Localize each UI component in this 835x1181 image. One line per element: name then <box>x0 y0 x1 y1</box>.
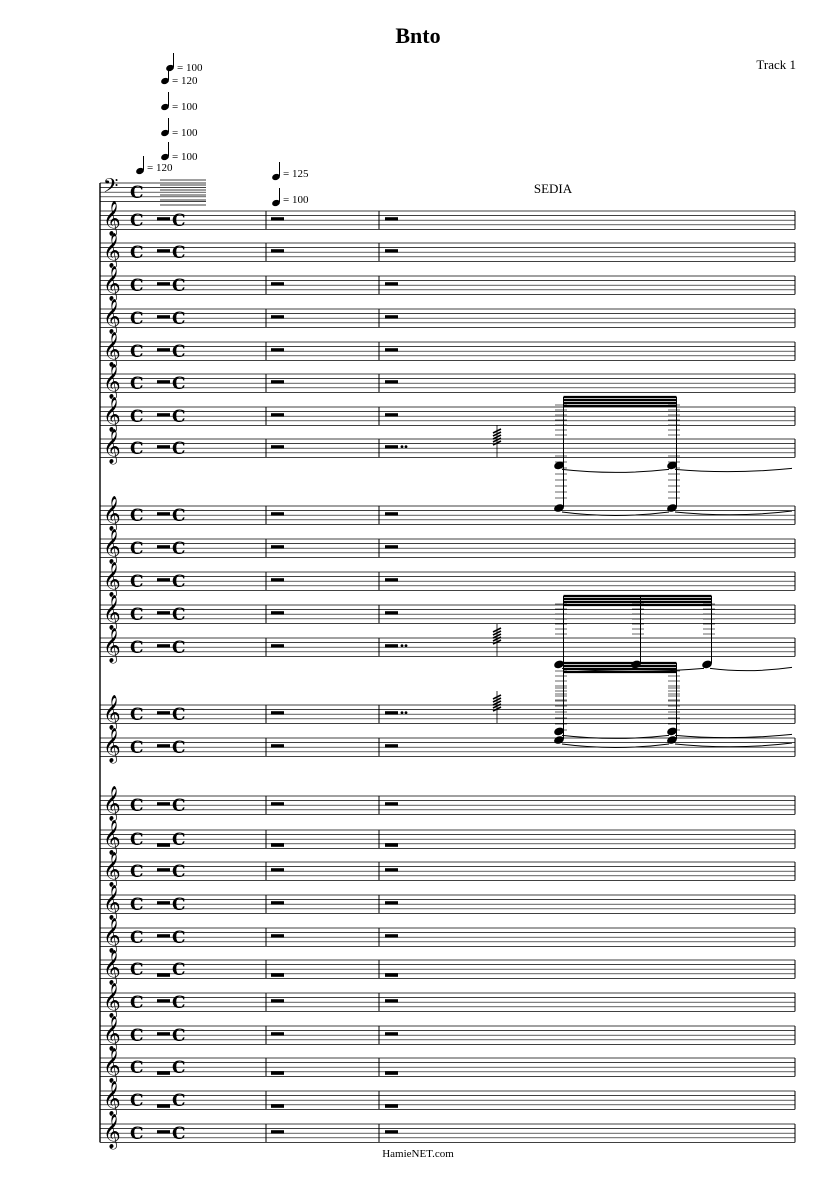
whole-rest <box>271 973 284 977</box>
whole-rest <box>385 282 398 286</box>
time-signature: C <box>172 960 186 980</box>
whole-rest <box>271 1130 284 1134</box>
tempo-value: = 125 <box>283 168 309 180</box>
whole-rest <box>157 282 170 286</box>
time-signature: C <box>172 605 186 625</box>
whole-rest <box>271 217 284 221</box>
treble-clef-icon: 𝄞 <box>103 266 121 301</box>
whole-rest <box>385 1104 398 1108</box>
whole-rest <box>157 217 170 221</box>
staff <box>100 885 795 921</box>
treble-clef-icon: 𝄞 <box>103 820 121 855</box>
time-signature: C <box>130 506 144 526</box>
bass-clef-icon: 𝄢 <box>103 174 119 202</box>
whole-rest <box>385 934 398 938</box>
treble-clef-icon: 𝄞 <box>103 983 121 1018</box>
treble-clef-icon: 𝄞 <box>103 364 121 399</box>
time-signature: C <box>172 1124 186 1144</box>
time-signature: C <box>130 928 144 948</box>
tie <box>710 667 792 670</box>
whole-rest <box>385 744 398 748</box>
whole-rest <box>271 711 284 715</box>
time-signature: C <box>130 796 144 816</box>
tempo-value: = 120 <box>147 162 173 174</box>
time-signature: C <box>172 862 186 882</box>
tempo-mark <box>160 92 198 113</box>
treble-clef-icon: 𝄞 <box>103 1016 121 1051</box>
whole-rest <box>385 512 398 516</box>
time-signature: C <box>130 276 144 296</box>
tempo-value: = 100 <box>283 194 309 206</box>
whole-rest <box>157 315 170 319</box>
time-signature: C <box>172 738 186 758</box>
staff <box>100 233 795 269</box>
whole-rest <box>271 934 284 938</box>
treble-clef-icon: 𝄞 <box>103 397 121 432</box>
staff <box>100 852 795 888</box>
whole-rest <box>385 711 398 715</box>
time-signature: C <box>130 1058 144 1078</box>
treble-clef-icon: 𝄞 <box>103 852 121 887</box>
rest-dot <box>401 644 404 647</box>
whole-rest <box>385 315 398 319</box>
whole-rest <box>157 744 170 748</box>
treble-clef-icon: 𝄞 <box>103 233 121 268</box>
time-signature: C <box>172 895 186 915</box>
treble-clef-icon: 𝄞 <box>103 496 121 531</box>
rest-dot <box>401 711 404 714</box>
whole-rest <box>157 611 170 615</box>
treble-clef-icon: 𝄞 <box>103 299 121 334</box>
whole-rest <box>271 611 284 615</box>
treble-clef-icon: 𝄞 <box>103 429 121 464</box>
whole-rest <box>157 1130 170 1134</box>
staff <box>100 450 795 532</box>
whole-rest <box>385 1071 398 1075</box>
whole-rest <box>385 445 398 449</box>
time-signature: C <box>172 439 186 459</box>
time-signature: C <box>130 605 144 625</box>
whole-rest <box>385 802 398 806</box>
whole-rest <box>385 901 398 905</box>
time-signature: C <box>130 309 144 329</box>
whole-rest <box>157 644 170 648</box>
time-signature: C <box>172 539 186 559</box>
whole-rest <box>385 348 398 352</box>
tie <box>675 511 792 515</box>
time-signature: C <box>130 862 144 882</box>
time-signature: C <box>130 439 144 459</box>
whole-rest <box>271 901 284 905</box>
rest-dot <box>405 445 408 448</box>
time-signature: C <box>172 796 186 816</box>
staff <box>100 820 795 856</box>
whole-rest <box>271 1071 284 1075</box>
tie <box>675 468 792 471</box>
whole-rest <box>385 973 398 977</box>
whole-rest <box>157 711 170 715</box>
tie <box>562 469 669 472</box>
whole-rest <box>385 868 398 872</box>
treble-clef-icon: 𝄞 <box>103 1048 121 1083</box>
time-signature: C <box>130 638 144 658</box>
whole-rest <box>385 843 398 847</box>
time-signature: C <box>130 374 144 394</box>
whole-rest <box>157 545 170 549</box>
tempo-value: = 100 <box>172 127 198 139</box>
staff <box>100 397 795 472</box>
staff <box>100 1081 795 1117</box>
rehearsal-mark: SEDIA <box>533 181 573 196</box>
staff <box>100 529 795 565</box>
whole-rest <box>157 1104 170 1108</box>
whole-rest <box>271 315 284 319</box>
whole-rest <box>385 999 398 1003</box>
staff <box>100 1114 795 1150</box>
staff <box>100 562 795 598</box>
time-signature: C <box>172 276 186 296</box>
time-signature: C <box>172 1026 186 1046</box>
tempo-value: = 120 <box>172 75 198 87</box>
staff <box>100 364 795 400</box>
tempo-marks-upper <box>135 53 203 175</box>
tempo-value: = 100 <box>177 62 203 74</box>
whole-rest <box>271 380 284 384</box>
whole-rest <box>271 868 284 872</box>
staff <box>100 1016 795 1052</box>
time-signature: C <box>172 928 186 948</box>
footer-credit: HamieNET.com <box>382 1148 454 1160</box>
whole-rest <box>385 1032 398 1036</box>
whole-rest <box>157 999 170 1003</box>
tempo-marks-measure2 <box>271 162 309 207</box>
staff <box>100 1048 795 1084</box>
whole-rest <box>271 744 284 748</box>
time-signature: C <box>130 572 144 592</box>
treble-clef-icon: 𝄞 <box>103 562 121 597</box>
rest-dot <box>405 711 408 714</box>
time-signature: C <box>130 993 144 1013</box>
whole-rest <box>157 843 170 847</box>
time-signature: C <box>130 183 144 203</box>
tempo-value: = 100 <box>172 101 198 113</box>
rest-dot <box>405 644 408 647</box>
whole-rest <box>271 545 284 549</box>
tempo-mark <box>271 188 309 207</box>
whole-rest <box>271 413 284 417</box>
time-signature: C <box>130 1026 144 1046</box>
staff <box>100 682 795 764</box>
staff <box>100 950 795 986</box>
staff <box>100 918 795 954</box>
whole-rest <box>385 217 398 221</box>
tie <box>675 743 792 747</box>
time-signature: C <box>172 407 186 427</box>
time-signature: C <box>130 895 144 915</box>
time-signature: C <box>130 960 144 980</box>
time-signature: C <box>172 342 186 362</box>
treble-clef-icon: 𝄞 <box>103 695 121 730</box>
whole-rest <box>385 611 398 615</box>
time-signature: C <box>172 243 186 263</box>
time-signature: C <box>172 572 186 592</box>
whole-rest <box>385 578 398 582</box>
whole-rest <box>157 249 170 253</box>
whole-rest <box>271 578 284 582</box>
time-signature: C <box>172 1058 186 1078</box>
rest-dot <box>401 445 404 448</box>
whole-rest <box>271 512 284 516</box>
whole-rest <box>271 1032 284 1036</box>
time-signature: C <box>130 407 144 427</box>
tempo-mark <box>160 118 198 139</box>
whole-rest <box>385 545 398 549</box>
time-signature: C <box>172 1091 186 1111</box>
whole-rest <box>385 1130 398 1134</box>
whole-rest <box>271 1104 284 1108</box>
time-signature: C <box>130 830 144 850</box>
time-signature: C <box>130 342 144 362</box>
whole-rest <box>157 445 170 449</box>
time-signature: C <box>172 705 186 725</box>
treble-clef-icon: 𝄞 <box>103 1114 121 1149</box>
whole-rest <box>385 380 398 384</box>
tempo-mark <box>160 142 198 163</box>
whole-rest <box>157 973 170 977</box>
time-signature: C <box>130 211 144 231</box>
track-label: Track 1 <box>756 57 796 72</box>
whole-rest <box>157 868 170 872</box>
staff <box>100 596 795 671</box>
staff <box>100 663 795 738</box>
treble-clef-icon: 𝄞 <box>103 786 121 821</box>
whole-rest <box>157 578 170 582</box>
treble-clef-icon: 𝄞 <box>103 1081 121 1116</box>
time-signature: C <box>172 993 186 1013</box>
time-signature: C <box>130 1091 144 1111</box>
staff <box>100 595 795 631</box>
staff <box>100 332 795 368</box>
tie <box>675 734 792 737</box>
time-signature: C <box>172 506 186 526</box>
whole-rest <box>157 934 170 938</box>
treble-clef-icon: 𝄞 <box>103 728 121 763</box>
whole-rest <box>271 802 284 806</box>
time-signature: C <box>172 374 186 394</box>
whole-rest <box>157 1032 170 1036</box>
whole-rest <box>271 249 284 253</box>
time-signature: C <box>172 309 186 329</box>
staff <box>100 983 795 1019</box>
staff <box>100 266 795 302</box>
treble-clef-icon: 𝄞 <box>103 918 121 953</box>
time-signature: C <box>172 211 186 231</box>
whole-rest <box>157 512 170 516</box>
tempo-value: = 100 <box>172 151 198 163</box>
whole-rest <box>157 1071 170 1075</box>
staff <box>100 201 795 237</box>
whole-rest <box>271 348 284 352</box>
whole-rest <box>157 901 170 905</box>
treble-clef-icon: 𝄞 <box>103 332 121 367</box>
treble-clef-icon: 𝄞 <box>103 950 121 985</box>
treble-clef-icon: 𝄞 <box>103 201 121 236</box>
whole-rest <box>157 413 170 417</box>
staff <box>100 786 795 822</box>
treble-clef-icon: 𝄞 <box>103 529 121 564</box>
staff <box>100 299 795 335</box>
treble-clef-icon: 𝄞 <box>103 595 121 630</box>
score-title: Bnto <box>395 23 441 48</box>
whole-rest <box>157 348 170 352</box>
time-signature: C <box>130 1124 144 1144</box>
whole-rest <box>271 843 284 847</box>
whole-rest <box>385 413 398 417</box>
whole-rest <box>271 999 284 1003</box>
whole-rest <box>271 445 284 449</box>
staff-system <box>100 174 795 1150</box>
whole-rest <box>385 249 398 253</box>
whole-rest <box>157 802 170 806</box>
time-signature: C <box>130 738 144 758</box>
whole-rest <box>157 380 170 384</box>
tempo-mark <box>165 53 203 74</box>
whole-rest <box>385 644 398 648</box>
treble-clef-icon: 𝄞 <box>103 885 121 920</box>
time-signature: C <box>172 830 186 850</box>
time-signature: C <box>130 243 144 263</box>
treble-clef-icon: 𝄞 <box>103 628 121 663</box>
tempo-mark <box>271 162 309 181</box>
whole-rest <box>271 644 284 648</box>
staff <box>100 174 206 203</box>
staff <box>100 397 795 433</box>
whole-rest <box>271 282 284 286</box>
time-signature: C <box>130 539 144 559</box>
time-signature: C <box>172 638 186 658</box>
time-signature: C <box>130 705 144 725</box>
